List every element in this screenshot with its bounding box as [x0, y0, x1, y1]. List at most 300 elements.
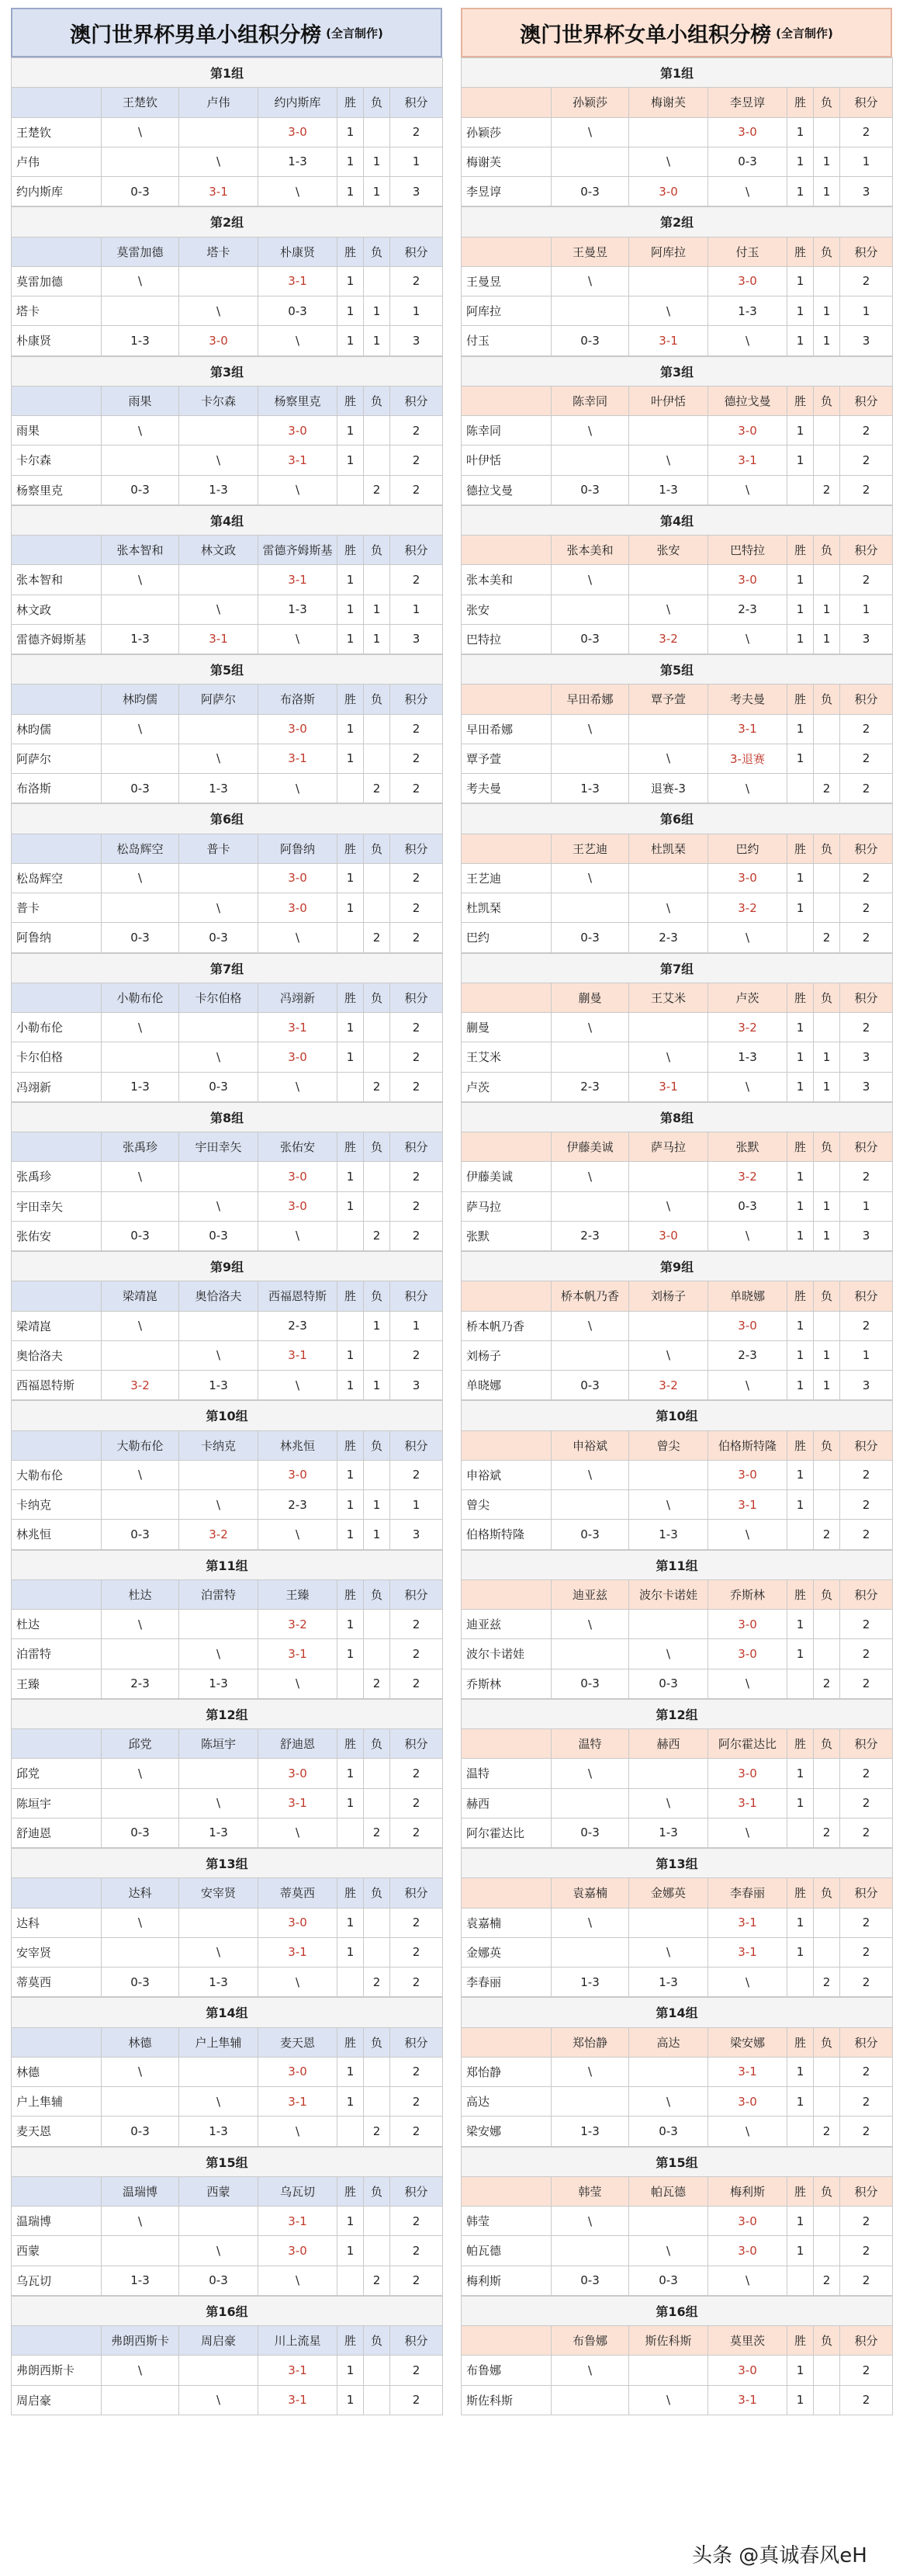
- column-header: 积分: [390, 685, 443, 714]
- table-row: [12, 1908, 443, 1937]
- row-player: 雷德齐姆斯基: [12, 624, 102, 654]
- table-row: [12, 923, 443, 952]
- column-player: 卢伟: [179, 88, 258, 117]
- stat-cell: [337, 1221, 364, 1250]
- column-player: 梁靖崑: [102, 1281, 179, 1311]
- column-player: 伊藤美诚: [552, 1132, 629, 1162]
- stat-cell: 1: [364, 326, 390, 355]
- column-header: 积分: [390, 88, 443, 117]
- row-player: 杨察里克: [12, 475, 102, 504]
- table-row: [12, 1042, 443, 1072]
- table-row: [462, 1520, 893, 1549]
- group-title: 第4组: [12, 505, 443, 535]
- group-title: 第14组: [12, 1998, 443, 2027]
- corner-cell: [12, 386, 102, 415]
- column-header: 胜: [787, 386, 814, 415]
- row-player: 李春丽: [462, 1968, 552, 1997]
- column-header: 胜: [787, 834, 814, 863]
- stat-cell: 2: [390, 2117, 443, 2146]
- group-title: 第14组: [462, 1998, 893, 2027]
- stat-cell: 2: [840, 2385, 893, 2415]
- result-cell: [102, 296, 179, 326]
- stat-cell: 2: [364, 774, 390, 803]
- corner-cell: [12, 1729, 102, 1759]
- group-table: [11, 1251, 443, 1400]
- header-row: [462, 386, 893, 415]
- stat-cell: 1: [840, 595, 893, 624]
- stat-cell: [364, 2087, 390, 2117]
- result-cell: 1-3: [629, 475, 708, 504]
- column-player: 高达: [629, 2027, 708, 2057]
- result-cell: \: [102, 1908, 179, 1937]
- result-cell: [179, 266, 258, 296]
- column-player: 梅谢芙: [629, 88, 708, 117]
- column-header: 胜: [787, 1132, 814, 1162]
- result-cell: \: [258, 923, 337, 952]
- result-cell: [179, 1013, 258, 1042]
- column-player: 安宰贤: [179, 1878, 258, 1908]
- result-cell: \: [629, 2236, 708, 2266]
- stat-cell: 1: [787, 1937, 814, 1967]
- result-cell: 3-1: [258, 446, 337, 475]
- column-player: 泊雷特: [179, 1579, 258, 1609]
- stat-cell: 1: [787, 2057, 814, 2086]
- result-cell: [179, 1759, 258, 1788]
- corner-cell: [12, 2326, 102, 2356]
- column-player: 迪亚兹: [552, 1579, 629, 1609]
- stat-cell: [337, 1311, 364, 1340]
- result-cell: \: [629, 1191, 708, 1221]
- stat-cell: 2: [840, 1610, 893, 1639]
- result-cell: \: [179, 296, 258, 326]
- column-player: 卡纳克: [179, 1430, 258, 1460]
- result-cell: 0-3: [552, 923, 629, 952]
- column-player: 阿鲁纳: [258, 834, 337, 863]
- result-cell: 1-3: [179, 774, 258, 803]
- column-player: 袁嘉楠: [552, 1878, 629, 1908]
- column-player: 桥本帆乃香: [552, 1281, 629, 1311]
- header-row: [462, 237, 893, 266]
- stat-cell: 2: [840, 416, 893, 446]
- column-player: 川上流星: [258, 2326, 337, 2356]
- column-player: 王艺迪: [552, 834, 629, 863]
- header-row: [12, 2176, 443, 2206]
- result-cell: \: [552, 1908, 629, 1937]
- table-row: [12, 1639, 443, 1669]
- column-header: 胜: [337, 2176, 364, 2206]
- header-row: [12, 536, 443, 565]
- table-row: [462, 1669, 893, 1698]
- table-row: [12, 893, 443, 923]
- column-header: 胜: [337, 237, 364, 266]
- column-header: 积分: [390, 386, 443, 415]
- table-row: [462, 1610, 893, 1639]
- table-row: [12, 475, 443, 504]
- result-cell: 3-0: [258, 1042, 337, 1072]
- result-cell: \: [179, 2385, 258, 2415]
- result-cell: [102, 893, 179, 923]
- column-player: 阿萨尔: [179, 685, 258, 714]
- result-cell: 0-3: [179, 1221, 258, 1250]
- stat-cell: 3: [840, 1072, 893, 1101]
- column-player: 张本智和: [102, 536, 179, 565]
- stat-cell: [814, 1490, 840, 1520]
- corner-cell: [12, 88, 102, 117]
- table-row: [462, 624, 893, 654]
- stat-cell: 1: [337, 446, 364, 475]
- result-cell: \: [102, 266, 179, 296]
- table-row: [462, 117, 893, 147]
- result-cell: 0-3: [552, 1371, 629, 1400]
- group-title: 第1组: [462, 58, 893, 88]
- column-header: 负: [814, 1729, 840, 1759]
- stat-cell: [364, 1937, 390, 1967]
- stat-cell: 1: [337, 2057, 364, 2086]
- stat-cell: 1: [787, 147, 814, 176]
- row-player: 高达: [462, 2087, 552, 2117]
- column-header: 负: [364, 2176, 390, 2206]
- result-cell: [179, 117, 258, 147]
- row-player: 塔卡: [12, 296, 102, 326]
- corner-cell: [462, 1579, 552, 1609]
- column-header: 负: [364, 386, 390, 415]
- stat-cell: 3: [840, 1221, 893, 1250]
- result-cell: [552, 744, 629, 773]
- table-row: [12, 565, 443, 595]
- stat-cell: 2: [814, 475, 840, 504]
- row-player: 覃予萱: [462, 744, 552, 773]
- result-cell: \: [258, 1221, 337, 1250]
- row-player: 伊藤美诚: [462, 1162, 552, 1191]
- result-cell: [102, 1042, 179, 1072]
- stat-cell: 1: [337, 1460, 364, 1489]
- stat-cell: 2: [390, 446, 443, 475]
- table-row: [462, 1311, 893, 1340]
- stat-cell: 1: [787, 1221, 814, 1250]
- stat-cell: 2: [390, 117, 443, 147]
- stat-cell: [814, 117, 840, 147]
- result-cell: 1-3: [102, 2266, 179, 2295]
- result-cell: [102, 1937, 179, 1967]
- stat-cell: 2: [840, 2087, 893, 2117]
- group-table: [11, 206, 443, 355]
- stat-cell: [364, 1610, 390, 1639]
- table-row: [12, 1371, 443, 1400]
- stat-cell: 1: [787, 893, 814, 923]
- stat-cell: 2: [390, 2057, 443, 2086]
- column-header: 负: [814, 1281, 840, 1311]
- stat-cell: [364, 893, 390, 923]
- stat-cell: 1: [337, 1340, 364, 1370]
- stat-cell: [364, 1162, 390, 1191]
- result-cell: [102, 1490, 179, 1520]
- column-header: 胜: [787, 536, 814, 565]
- stat-cell: 2: [390, 1610, 443, 1639]
- row-player: 西蒙: [12, 2236, 102, 2266]
- stat-cell: 1: [787, 1191, 814, 1221]
- stat-cell: [814, 2207, 840, 2236]
- table-row: [462, 744, 893, 773]
- row-player: 约内斯库: [12, 177, 102, 206]
- table-row: [462, 326, 893, 355]
- table-row: [12, 2057, 443, 2086]
- result-cell: 3-1: [258, 1788, 337, 1818]
- column-player: 约内斯库: [258, 88, 337, 117]
- stat-cell: 1: [337, 266, 364, 296]
- group-title: 第12组: [462, 1699, 893, 1728]
- table-row: [12, 1788, 443, 1818]
- column-player: 西福恩特斯: [258, 1281, 337, 1311]
- column-player: 申裕斌: [552, 1430, 629, 1460]
- column-header: 胜: [337, 1430, 364, 1460]
- result-cell: \: [552, 863, 629, 893]
- table-row: [12, 744, 443, 773]
- corner-cell: [462, 2176, 552, 2206]
- result-cell: [629, 266, 708, 296]
- stat-cell: [364, 2236, 390, 2266]
- header-row: [12, 685, 443, 714]
- result-cell: 3-退赛: [708, 744, 787, 773]
- table-row: [12, 1818, 443, 1847]
- result-cell: [552, 595, 629, 624]
- group-title: 第11组: [462, 1550, 893, 1579]
- result-cell: [552, 1490, 629, 1520]
- result-cell: 1-3: [258, 595, 337, 624]
- stat-cell: 2: [390, 1162, 443, 1191]
- column-header: 负: [814, 1132, 840, 1162]
- stat-cell: [364, 1788, 390, 1818]
- stat-cell: 2: [364, 1818, 390, 1847]
- group-title: 第7组: [12, 953, 443, 983]
- result-cell: 3-0: [258, 863, 337, 893]
- stat-cell: 1: [337, 714, 364, 744]
- table-row: [12, 147, 443, 176]
- stat-cell: 2: [390, 1639, 443, 1669]
- group-table: [461, 1251, 893, 1400]
- result-cell: 0-3: [629, 2266, 708, 2295]
- row-player: 乌瓦切: [12, 2266, 102, 2295]
- result-cell: [552, 446, 629, 475]
- result-cell: \: [102, 863, 179, 893]
- result-cell: \: [552, 117, 629, 147]
- result-cell: 3-0: [708, 1639, 787, 1669]
- column-header: 负: [364, 1281, 390, 1311]
- column-header: 负: [814, 2176, 840, 2206]
- result-cell: [102, 2385, 179, 2415]
- result-cell: 3-2: [629, 624, 708, 654]
- stat-cell: 2: [814, 2117, 840, 2146]
- row-player: 阿库拉: [462, 296, 552, 326]
- result-cell: 1-3: [629, 1520, 708, 1549]
- men-title-note: (全言制作): [326, 26, 383, 40]
- row-player: 王曼昱: [462, 266, 552, 296]
- column-header: 负: [814, 386, 840, 415]
- row-player: 张默: [462, 1221, 552, 1250]
- women-title: 澳门世界杯女单小组积分榜: [520, 23, 772, 47]
- stat-cell: 3: [390, 1371, 443, 1400]
- stat-cell: 2: [840, 565, 893, 595]
- corner-cell: [462, 2027, 552, 2057]
- stat-cell: [814, 2236, 840, 2266]
- column-player: 林文政: [179, 536, 258, 565]
- men-groups: [11, 57, 442, 2415]
- result-cell: 3-0: [629, 1221, 708, 1250]
- column-header: 胜: [787, 685, 814, 714]
- result-cell: 1-3: [102, 326, 179, 355]
- result-cell: 1-3: [629, 1968, 708, 1997]
- stat-cell: [814, 565, 840, 595]
- result-cell: 3-2: [258, 1610, 337, 1639]
- group-table: [461, 356, 893, 505]
- stat-cell: 1: [337, 1908, 364, 1937]
- result-cell: 3-1: [708, 1490, 787, 1520]
- stat-cell: [814, 1013, 840, 1042]
- result-cell: [179, 2356, 258, 2385]
- result-cell: 0-3: [708, 1191, 787, 1221]
- result-cell: \: [552, 1759, 629, 1788]
- result-cell: [629, 416, 708, 446]
- stat-cell: 1: [840, 147, 893, 176]
- result-cell: [102, 595, 179, 624]
- stat-cell: 1: [337, 2087, 364, 2117]
- column-player: 帕瓦德: [629, 2176, 708, 2206]
- result-cell: 0-3: [179, 1072, 258, 1101]
- column-header: 负: [814, 1878, 840, 1908]
- header-row: [12, 834, 443, 863]
- stat-cell: 2: [390, 774, 443, 803]
- result-cell: \: [102, 714, 179, 744]
- stat-cell: 1: [814, 1072, 840, 1101]
- column-header: 积分: [840, 1729, 893, 1759]
- column-header: 积分: [840, 2176, 893, 2206]
- row-player: 张安: [462, 595, 552, 624]
- stat-cell: 1: [840, 296, 893, 326]
- stat-cell: 2: [840, 1968, 893, 1997]
- stat-cell: 1: [787, 1490, 814, 1520]
- result-cell: [552, 1639, 629, 1669]
- table-row: [12, 1072, 443, 1101]
- group-table: [461, 1102, 893, 1251]
- row-player: 阿鲁纳: [12, 923, 102, 952]
- result-cell: \: [708, 2266, 787, 2295]
- stat-cell: 1: [787, 1460, 814, 1489]
- table-row: [12, 2236, 443, 2266]
- column-header: 积分: [840, 386, 893, 415]
- result-cell: 1-3: [552, 1968, 629, 1997]
- stat-cell: 1: [787, 1788, 814, 1818]
- row-player: 陈垣宇: [12, 1788, 102, 1818]
- result-cell: 2-3: [258, 1490, 337, 1520]
- result-cell: 3-2: [708, 893, 787, 923]
- column-player: 早田希娜: [552, 685, 629, 714]
- result-cell: \: [629, 1340, 708, 1370]
- result-cell: [179, 1460, 258, 1489]
- stat-cell: 1: [337, 296, 364, 326]
- stat-cell: 1: [787, 117, 814, 147]
- group-title: 第15组: [462, 2147, 893, 2176]
- row-player: 林文政: [12, 595, 102, 624]
- table-row: [462, 2356, 893, 2385]
- result-cell: [102, 2236, 179, 2266]
- result-cell: 3-0: [258, 416, 337, 446]
- column-player: 巴约: [708, 834, 787, 863]
- watermark: 头条 @真诚春风eH: [686, 2536, 874, 2571]
- result-cell: 0-3: [552, 326, 629, 355]
- result-cell: \: [629, 893, 708, 923]
- group-table: [461, 2147, 893, 2296]
- row-player: 泊雷特: [12, 1639, 102, 1669]
- result-cell: 1-3: [552, 774, 629, 803]
- result-cell: 0-3: [102, 475, 179, 504]
- column-header: 负: [814, 88, 840, 117]
- group-title: 第13组: [462, 1849, 893, 1878]
- stat-cell: 1: [337, 416, 364, 446]
- column-header: 胜: [787, 2176, 814, 2206]
- group-title: 第9组: [12, 1252, 443, 1281]
- row-player: 王臻: [12, 1669, 102, 1698]
- result-cell: 退赛-3: [629, 774, 708, 803]
- column-header: 积分: [390, 834, 443, 863]
- row-player: 帕瓦德: [462, 2236, 552, 2266]
- result-cell: \: [102, 1610, 179, 1639]
- stat-cell: 1: [787, 714, 814, 744]
- group-title: 第8组: [12, 1102, 443, 1132]
- group-title: 第5组: [462, 655, 893, 685]
- column-player: 梁安娜: [708, 2027, 787, 2057]
- row-player: 金娜英: [462, 1937, 552, 1967]
- result-cell: \: [258, 326, 337, 355]
- result-cell: 3-0: [708, 2236, 787, 2266]
- result-cell: \: [179, 2236, 258, 2266]
- result-cell: \: [708, 1072, 787, 1101]
- row-player: 萨马拉: [462, 1191, 552, 1221]
- table-row: [12, 624, 443, 654]
- stat-cell: 1: [814, 1371, 840, 1400]
- stat-cell: 2: [390, 863, 443, 893]
- table-row: [12, 1669, 443, 1698]
- stat-cell: 1: [337, 117, 364, 147]
- column-player: 王艾米: [629, 983, 708, 1012]
- result-cell: [102, 147, 179, 176]
- stat-cell: 1: [787, 1371, 814, 1400]
- result-cell: 1-3: [708, 296, 787, 326]
- result-cell: 1-3: [708, 1042, 787, 1072]
- table-row: [12, 446, 443, 475]
- stat-cell: 2: [390, 1340, 443, 1370]
- table-row: [12, 1968, 443, 1997]
- column-header: 积分: [390, 2027, 443, 2057]
- table-row: [12, 1490, 443, 1520]
- group-table: [11, 505, 443, 654]
- result-cell: [552, 2236, 629, 2266]
- column-player: 卡尔伯格: [179, 983, 258, 1012]
- result-cell: 3-2: [629, 1371, 708, 1400]
- row-player: 陈幸同: [462, 416, 552, 446]
- table-row: [12, 2385, 443, 2415]
- stat-cell: 1: [364, 296, 390, 326]
- table-row: [12, 1311, 443, 1340]
- stat-cell: 2: [390, 1460, 443, 1489]
- result-cell: 3-1: [258, 2385, 337, 2415]
- stat-cell: 1: [337, 177, 364, 206]
- result-cell: 3-1: [258, 1937, 337, 1967]
- result-cell: 1-3: [102, 624, 179, 654]
- group-title: 第1组: [12, 58, 443, 88]
- corner-cell: [12, 2176, 102, 2206]
- row-player: 巴约: [462, 923, 552, 952]
- table-row: [462, 863, 893, 893]
- stat-cell: 1: [337, 595, 364, 624]
